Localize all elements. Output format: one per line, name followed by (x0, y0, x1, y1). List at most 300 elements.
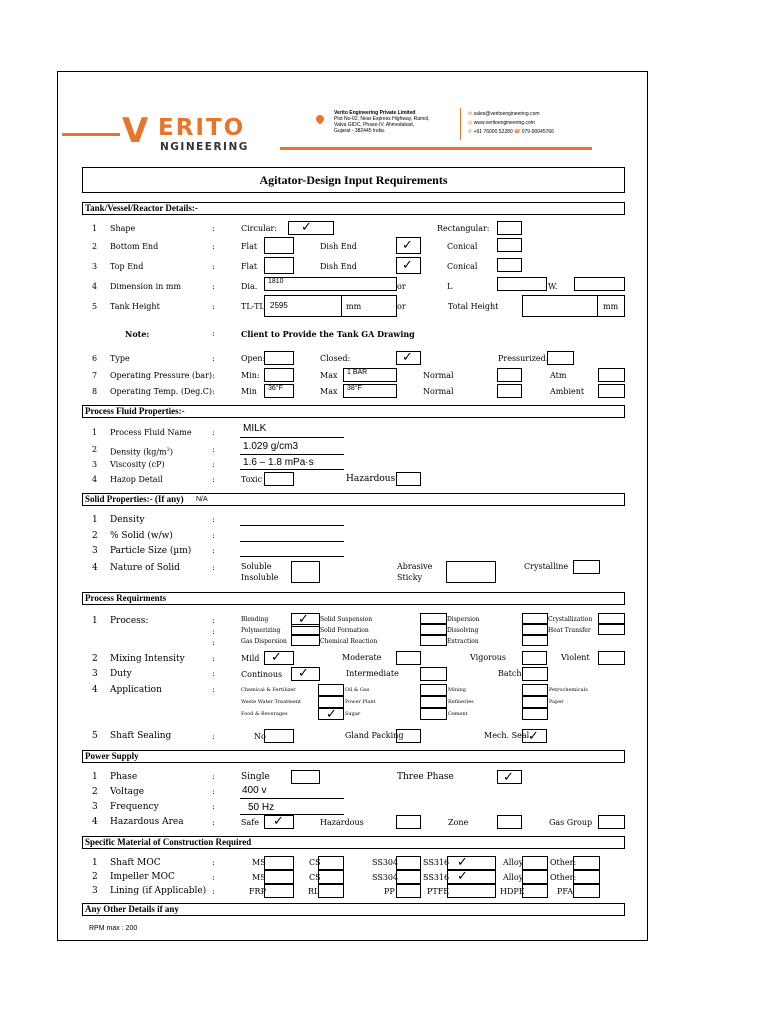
solid-percent-underline[interactable] (240, 541, 344, 542)
header-divider (460, 108, 461, 140)
solid-r4-label: Nature of Solid (110, 563, 180, 573)
colon: : (212, 616, 215, 625)
colon: : (212, 818, 215, 827)
process-r3-label: Duty (110, 669, 132, 679)
frequency-value[interactable]: 50 Hz (248, 802, 275, 813)
bottom-flat-checkbox[interactable] (264, 237, 294, 254)
check-icon: ✓ (271, 650, 282, 665)
voltage-value[interactable]: 400 v (242, 785, 267, 796)
refineries-checkbox[interactable] (420, 696, 447, 708)
colon: : (212, 873, 215, 882)
crystalline-label: Crystalline (524, 562, 569, 571)
heat-transfer-box[interactable] (598, 624, 625, 635)
single-phase-label: Single (241, 772, 270, 782)
check-icon: ✓ (298, 612, 309, 627)
company-contacts (468, 110, 554, 137)
power-r4-num: 4 (92, 817, 98, 827)
vigorous-checkbox[interactable] (522, 651, 547, 665)
note-text: Client to Provide the Tank GA Drawing (241, 329, 415, 339)
tank-r3-label: Top End (110, 262, 144, 271)
colon: : (212, 787, 215, 796)
violent-label: Violent (561, 653, 590, 662)
continous-checkbox[interactable] (291, 667, 320, 681)
oil-gas-label: Oil & Gas (345, 687, 370, 693)
mech-seal-checkbox[interactable] (522, 729, 547, 743)
or-label: or (397, 282, 406, 291)
colon: : (212, 354, 215, 363)
waste-water-label: Waste Water Treatment (241, 699, 302, 705)
lining-pp-label: PP (384, 887, 395, 896)
fluid-r2-label: Density $(kg/m^3)$ (110, 447, 173, 457)
shaft-other-input[interactable] (573, 856, 600, 870)
blending-label: Blending (241, 616, 269, 623)
shaft-ss304-label: SS304 (372, 858, 399, 867)
closed-checkbox[interactable] (396, 351, 421, 365)
intermediate-label: Intermediate (346, 669, 399, 678)
temp-min-label: Min (241, 387, 257, 396)
pressure-normal-input[interactable] (497, 368, 522, 382)
food-beverages-label: Food & Beverages (241, 711, 288, 717)
colon: : (212, 802, 215, 811)
paper-label: Paper (549, 699, 564, 705)
note-label: Note: (125, 329, 150, 339)
batch-checkbox[interactable] (522, 667, 548, 681)
mm-label: mm (346, 302, 362, 311)
dissolving-label: Dissolving (447, 627, 479, 634)
process-r4-num: 4 (92, 685, 98, 695)
tank-r6-num: 6 (92, 354, 98, 363)
w-input[interactable] (574, 277, 625, 291)
atm-label: Atm (550, 371, 567, 380)
top-dish-label: Dish End (320, 262, 357, 271)
solid-r3-label: Particle Size (µm) (110, 546, 192, 556)
batch-label: Batch (498, 669, 522, 678)
lining-ptfe-checkbox[interactable] (447, 884, 496, 898)
pressure-min-label: Min: (241, 371, 260, 380)
logo-engineering: NGINEERING (160, 141, 249, 153)
colon: : (212, 242, 215, 251)
power-plant-label: Power Plant (345, 699, 376, 705)
dia-label: Dia. (241, 282, 258, 291)
colon: : (212, 858, 215, 867)
mm-label: mm (603, 302, 619, 311)
dissolving-checkbox[interactable] (420, 624, 447, 635)
three-phase-checkbox[interactable] (497, 770, 522, 784)
lining-hdpe-checkbox[interactable] (522, 884, 548, 898)
circular-checkbox[interactable] (288, 221, 334, 235)
process-r1-num: 1 (92, 616, 98, 626)
bottom-dish-checkbox[interactable] (396, 237, 421, 254)
top-dish-checkbox[interactable] (396, 257, 421, 274)
lining-rl-label: RL (308, 887, 320, 896)
tank-r8-num: 8 (92, 387, 98, 396)
colon: : (212, 546, 215, 555)
check-icon: ✓ (528, 729, 539, 744)
no-seal-label: No (254, 732, 266, 741)
closed-label: Closed: (320, 354, 351, 363)
hazardous-checkbox[interactable] (396, 472, 421, 486)
check-icon: ✓ (301, 220, 312, 235)
solid-r4-num: 4 (92, 563, 98, 573)
moc-r3-label: Lining (if Applicable) (110, 886, 207, 896)
pressure-max-input[interactable]: 1 BAR (343, 368, 397, 382)
dia-input[interactable]: 1810 (264, 277, 397, 291)
colon: : (212, 475, 215, 484)
mining-checkbox[interactable] (420, 684, 447, 696)
tltl-value: 2595 (270, 301, 288, 310)
fluid-r3-num: 3 (92, 460, 98, 469)
fluid-r3-label: Viscosity (cP) (110, 460, 165, 469)
fluid-name-value[interactable]: MILK (243, 423, 267, 434)
colon: : (212, 772, 215, 781)
extraction-label: Extraction (447, 638, 479, 645)
solubility-checkbox[interactable] (291, 561, 320, 583)
section-other: Any Other Details if any (82, 903, 625, 916)
hazardous-label: Hazardous (346, 474, 396, 484)
mining-label: Mining (448, 687, 466, 693)
divider (341, 295, 342, 317)
fluid-r4-label: Hazop Detail (110, 475, 163, 484)
colon: : (212, 563, 215, 572)
bottom-dish-label: Dish End (320, 242, 357, 251)
gland-label: Gland Packing (345, 731, 404, 740)
check-icon: ✓ (402, 258, 413, 273)
lining-pfa-checkbox[interactable] (573, 884, 600, 898)
ambient-input[interactable] (598, 384, 625, 398)
continous-label: Continous (241, 670, 283, 679)
process-r3-num: 3 (92, 669, 98, 679)
moc-r1-label: Shaft MOC (110, 858, 161, 868)
shaft-ms-label: MS (252, 858, 266, 867)
phone-text: +91 76000 52280 (473, 129, 513, 135)
food-checkbox[interactable] (318, 708, 344, 720)
refineries-label: Refineries (448, 699, 474, 705)
section-power: Power Supply (82, 750, 625, 763)
header-orange-rule (280, 147, 592, 150)
power-r4-label: Hazardous Area (110, 817, 184, 827)
impeller-ss316-checkbox[interactable] (447, 870, 496, 884)
l-label: L (447, 282, 453, 291)
shaft-cs-checkbox[interactable] (318, 856, 344, 870)
crystallization-label: Crystallization (548, 616, 593, 623)
fluid-r1-num: 1 (92, 428, 98, 437)
dispersion-label: Dispersion (447, 616, 480, 623)
petrochemicals-label: Petrochemicals (549, 687, 588, 693)
crystallization-box[interactable] (598, 613, 625, 624)
check-icon: ✓ (273, 814, 284, 829)
solid-formation-label: Solid Formation (320, 627, 369, 634)
chemical-checkbox[interactable] (318, 684, 344, 696)
impeller-other-label: Other: (550, 873, 577, 882)
chemical-reaction-label: Chemical Reaction (320, 638, 378, 645)
hazardous-area-label: Hazardous (320, 818, 364, 827)
pressure-normal-label: Normal (423, 371, 454, 380)
check-icon: ✓ (457, 855, 468, 870)
colon: : (212, 887, 215, 896)
tank-r6-label: Type (110, 354, 130, 363)
tank-r8-label: Operating Temp. (Deg.C) (110, 387, 213, 396)
shaft-other-label: Other: (550, 858, 577, 867)
impeller-ss316-label: SS316 (423, 873, 450, 882)
temp-normal-input[interactable] (497, 384, 522, 398)
lining-frp-checkbox[interactable] (264, 884, 294, 898)
power-r1-num: 1 (92, 772, 98, 782)
polymerizing-label: Polymerizing (241, 627, 281, 634)
colon: : (212, 685, 215, 694)
temp-normal-label: Normal (423, 387, 454, 396)
dispersion-checkbox[interactable] (420, 613, 447, 624)
crystalline-checkbox[interactable] (573, 560, 600, 574)
process-r2-num: 2 (92, 654, 98, 664)
fluid-r2-num: 2 (92, 445, 98, 454)
abrasive-label: Abrasive (397, 562, 433, 571)
shaft-ss316-label: SS316 (423, 858, 450, 867)
rpm-note[interactable]: RPM max : 200 (89, 925, 138, 932)
section-moc: Specific Material of Construction Required (82, 836, 625, 849)
section-process: Process Requirments (82, 592, 625, 605)
bottom-conical-label: Conical (447, 242, 478, 251)
colon: : (212, 732, 215, 741)
section-solid: Solid Properties:- (If any) N/A (82, 493, 625, 506)
moderate-label: Moderate (342, 653, 382, 662)
cement-label: Cement (448, 711, 468, 717)
atm-input[interactable] (598, 368, 625, 382)
web-text[interactable]: www.veritoengineering.com (473, 120, 535, 126)
l-input[interactable] (497, 277, 547, 291)
density-value[interactable]: 1.029 g/cm3 (243, 441, 299, 452)
or-label: or (397, 302, 406, 311)
ambient-label: Ambient (550, 387, 585, 396)
impeller-ms-checkbox[interactable] (264, 870, 294, 884)
shaft-ss304-checkbox[interactable] (396, 856, 421, 870)
moderate-checkbox[interactable] (396, 651, 421, 665)
circular-label: Circular: (241, 224, 277, 233)
power-r1-label: Phase (110, 772, 138, 782)
rectangular-checkbox[interactable] (497, 221, 522, 235)
underline (240, 798, 344, 799)
zone-checkbox[interactable] (497, 815, 522, 829)
tank-r4-num: 4 (92, 282, 98, 291)
mild-checkbox[interactable] (264, 651, 294, 665)
gas-group-label: Gas Group (549, 818, 593, 827)
logo-line (62, 133, 120, 136)
impeller-other-input[interactable] (573, 870, 600, 884)
temp-max-label: Max (320, 387, 338, 396)
top-conical-checkbox[interactable] (497, 258, 522, 272)
viscosity-value[interactable]: 1.6 – 1.8 mPa·s (243, 457, 314, 468)
fluid-r4-num: 4 (92, 475, 98, 484)
colon: : (212, 262, 215, 271)
gas-dispersion-label: Gas Dispersion (241, 638, 287, 645)
solid-r1-label: Density (110, 515, 145, 525)
shaft-cs-label: CS (309, 858, 321, 867)
particle-underline[interactable] (240, 556, 344, 557)
temp-max-input[interactable]: 38°F (343, 384, 397, 398)
check-icon: ✓ (457, 869, 468, 884)
divider (597, 295, 598, 317)
petrochemicals-checkbox[interactable] (522, 684, 548, 696)
phone-icon: ✆ (468, 129, 473, 135)
check-icon: ✓ (402, 350, 413, 365)
safe-label: Safe (241, 818, 259, 827)
colon: : (212, 627, 215, 636)
check-icon: ✓ (402, 238, 413, 253)
no-seal-checkbox[interactable] (264, 729, 294, 743)
single-phase-checkbox[interactable] (291, 770, 320, 784)
polymerizing-checkbox[interactable] (291, 624, 320, 635)
violent-checkbox[interactable] (598, 651, 625, 665)
pressurized-checkbox[interactable] (547, 351, 574, 365)
intermediate-checkbox[interactable] (420, 667, 447, 681)
power-r3-label: Frequency (110, 802, 159, 812)
power-r3-num: 3 (92, 802, 98, 812)
gland-checkbox[interactable] (396, 729, 421, 743)
tltl-label: TL-TL (241, 302, 265, 311)
check-icon: ✓ (298, 666, 309, 681)
gas-group-checkbox[interactable] (598, 815, 625, 829)
tank-r7-label: Operating Pressure (bar) (110, 371, 212, 380)
section-fluid: Process Fluid Properties:- (82, 405, 625, 418)
toxic-checkbox[interactable] (264, 472, 294, 486)
email-text[interactable]: sales@veritoengineering.com (473, 111, 540, 117)
tank-r4-label: Dimension in mm (110, 282, 182, 291)
abrasive-checkbox[interactable] (446, 561, 496, 583)
bottom-conical-checkbox[interactable] (497, 238, 522, 252)
globe-icon: ◎ (468, 120, 473, 126)
top-conical-label: Conical (447, 262, 478, 271)
paper-checkbox[interactable] (522, 696, 548, 708)
impeller-alloy-checkbox[interactable] (522, 870, 548, 884)
colon: : (212, 224, 215, 233)
process-r4-label: Application (110, 685, 162, 695)
process-r5-label: Shaft Sealing (110, 731, 172, 741)
lining-rl-checkbox[interactable] (318, 884, 344, 898)
process-r2-label: Mixing Intensity (110, 654, 185, 664)
impeller-alloy-label: Alloy (503, 873, 524, 882)
colon: : (212, 460, 215, 469)
solid-na: N/A (196, 496, 208, 503)
tank-r2-num: 2 (92, 242, 98, 251)
company-address: Verito Engineering Private Limited Plot No-02, Near Express Highway, Ramol, Vatva GIDC, Phase-IV, Ahmedabad, Gujarat - 382445 India. (334, 110, 430, 134)
tank-r2-label: Bottom End (110, 242, 159, 251)
solid-r1-num: 1 (92, 515, 98, 525)
w-label: W. (548, 282, 558, 291)
colon: : (212, 302, 215, 311)
hazardous-area-checkbox[interactable] (396, 815, 421, 829)
moc-r2-num: 2 (92, 872, 98, 882)
tank-r3-num: 3 (92, 262, 98, 271)
check-icon: ✓ (326, 707, 337, 722)
insoluble-label: Insoluble (241, 573, 279, 582)
sugar-label: Sugar (345, 711, 361, 717)
colon: : (212, 387, 215, 396)
process-r1-label: Process: (110, 616, 149, 626)
solid-r2-num: 2 (92, 531, 98, 541)
colon: : (212, 515, 215, 524)
moc-r1-num: 1 (92, 858, 98, 868)
colon: : (212, 428, 215, 437)
email-icon: ✉ (468, 111, 473, 117)
fluid-r1-label: Process Fluid Name (110, 428, 192, 437)
impeller-cs-label: CS (309, 873, 321, 882)
impeller-cs-checkbox[interactable] (318, 870, 344, 884)
colon: : (212, 531, 215, 540)
heat-transfer-label: Heat Transfer (548, 627, 591, 634)
crystallization-checkbox[interactable] (522, 613, 548, 624)
impeller-ss304-checkbox[interactable] (396, 870, 421, 884)
power-r2-num: 2 (92, 787, 98, 797)
check-icon: ✓ (503, 770, 514, 785)
safe-checkbox[interactable] (264, 815, 294, 829)
top-flat-checkbox[interactable] (264, 257, 294, 274)
power-r2-label: Voltage (110, 787, 145, 797)
colon: : (212, 638, 215, 647)
logo-v-icon: V (122, 111, 149, 151)
colon: : (212, 654, 215, 663)
shaft-alloy-label: Alloy (503, 858, 524, 867)
shaft-ms-checkbox[interactable] (264, 856, 294, 870)
underline (240, 469, 344, 470)
heat-transfer-checkbox[interactable] (522, 624, 548, 635)
colon: : (212, 371, 215, 380)
pressurized-label: Pressurized: (498, 354, 549, 363)
density-underline[interactable] (240, 525, 344, 526)
cement-checkbox[interactable] (420, 708, 447, 720)
tank-r5-label: Tank Height (110, 302, 160, 311)
rectangular-label: Rectangular: (437, 224, 490, 233)
impeller-ms-label: MS (252, 873, 266, 882)
underline (240, 437, 344, 438)
mech-seal-label: Mech. Seal (484, 731, 530, 740)
zone-label: Zone (448, 818, 469, 827)
tank-r7-num: 7 (92, 371, 98, 380)
page-title: Agitator-Design Input Requirements (259, 173, 448, 187)
moc-r2-label: Impeller MOC (110, 872, 175, 882)
chemical-fertilizer-label: Chemical & Fertilizer (241, 687, 296, 693)
bottom-flat-label: Flat (241, 242, 258, 251)
gas-dispersion-checkbox[interactable] (291, 635, 320, 646)
colon: : (212, 669, 215, 678)
open-checkbox[interactable] (264, 351, 294, 365)
tank-r1-label: Shape (110, 224, 136, 233)
tank-r5-num: 5 (92, 302, 98, 311)
top-flat-label: Flat (241, 262, 258, 271)
vigorous-label: Vigorous (470, 653, 507, 662)
process-extra-checkbox[interactable] (522, 635, 548, 646)
shaft-ss316-checkbox[interactable] (447, 856, 496, 870)
logo-erito: ERITO (158, 115, 246, 141)
pressure-min-input[interactable] (264, 368, 294, 382)
underline (240, 454, 344, 455)
colon: : (212, 329, 215, 338)
lining-frp-label: FRP (249, 887, 266, 896)
lining-pp-checkbox[interactable] (396, 884, 421, 898)
toxic-label: Toxic (241, 475, 263, 484)
mild-label: Mild (241, 654, 260, 663)
moc-r3-num: 3 (92, 886, 98, 896)
soluble-label: Soluble (241, 562, 272, 571)
application-extra-checkbox[interactable] (522, 708, 548, 720)
three-phase-label: Three Phase (397, 772, 454, 782)
tank-r1-num: 1 (92, 224, 98, 233)
shaft-alloy-checkbox[interactable] (522, 856, 548, 870)
lining-ptfe-label: PTFE (427, 887, 450, 896)
temp-min-input[interactable]: 36°F (264, 384, 294, 398)
extraction-checkbox[interactable] (420, 635, 447, 646)
impeller-ss304-label: SS304 (372, 873, 399, 882)
sticky-label: Sticky (397, 573, 423, 582)
solid-r2-label: % Solid (w/w) (110, 531, 173, 541)
